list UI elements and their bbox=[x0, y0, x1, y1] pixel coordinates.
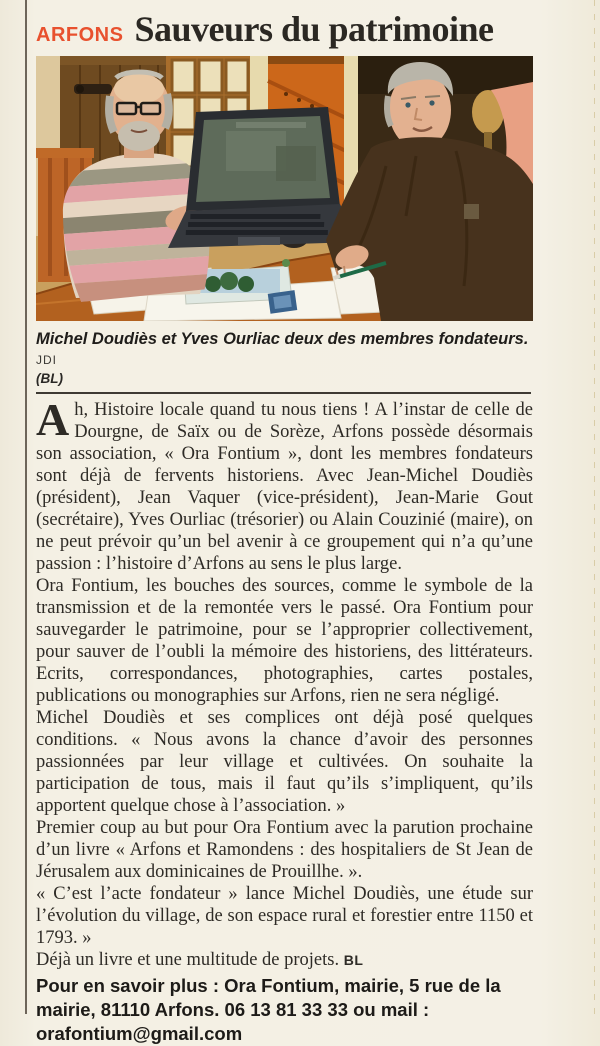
column-separator-rule bbox=[25, 0, 27, 1014]
section-kicker: ARFONS bbox=[36, 24, 124, 46]
closing-line-text: Déjà un livre et une multitude de projets. bbox=[36, 950, 340, 970]
photo-caption bbox=[36, 329, 533, 387]
photo-credit: JDI bbox=[36, 353, 57, 367]
photo-illustration bbox=[36, 56, 533, 321]
article-photo bbox=[36, 56, 533, 321]
article-body bbox=[36, 394, 533, 971]
paragraph: Ora Fontium, les bouches des sources, comme le symbole de la transmission et de la remontée vers le passé. Ora Fontium pour sauvegarder le patrimoine, pour se l’approprier collectivement, pour sauver de l’oubli la mémoire des historiens, des littérateurs. Ecrits, correspondances, photographies, cartes postales, publications ou monographies sur Arfons, rien ne sera négligé. bbox=[36, 576, 533, 706]
article-column bbox=[36, 6, 533, 1046]
paragraph: Premier coup au but pour Ora Fontium avec la parution prochaine d’un livre « Arfons et Ramondens : des hospitaliers de St Jean de Jérusalem aux dominicaines de Prouillhe. ». bbox=[36, 818, 533, 882]
author-initials: BL bbox=[343, 952, 364, 968]
closing-line bbox=[36, 949, 533, 971]
contact-info: Pour en savoir plus : Ora Fontium, mairie, 5 rue de la mairie, 81110 Arfons. 06 13 81 33 33 ou mail : orafontium@gmail.com bbox=[36, 975, 501, 1044]
scan-edge-artifact bbox=[594, 0, 595, 1014]
article-header bbox=[36, 8, 533, 50]
article-headline: Sauveurs du patrimoine bbox=[134, 9, 494, 49]
paragraph-lead-text: h, Histoire locale quand tu nous tiens ! A l’instar de celle de Dourgne, de Saïx ou de Sorèze, Arfons possède désormais son association, « Ora Fontium », dont les membres fondateurs sont déjà de fervents historiens. Avec Jean-Michel Doudiès (président), Jean Vaquer (vice-président), Jean-Marie Gout (secrétaire), Yves Ourliac (trésorier) ou Alain Couzinié (maire), on ne peut prévoir qu’un bel avenir à ce groupement qui n’a qu’une passion : l’histoire d’Arfons au sens le plus large. bbox=[36, 400, 533, 574]
paragraph-lead bbox=[36, 394, 533, 575]
photo-agency: (BL) bbox=[36, 371, 63, 386]
paragraph: « C’est l’acte fondateur » lance Michel Doudiès, une étude sur l’évolution du village, de son espace rural et forestier entre 1150 et 1793. » bbox=[36, 884, 533, 948]
caption-divider-rule bbox=[36, 392, 531, 394]
photo-caption-text: Michel Doudiès et Yves Ourliac deux des membres fondateurs. bbox=[36, 330, 529, 348]
photo-laptop bbox=[168, 107, 358, 248]
drop-cap: A bbox=[36, 394, 70, 445]
paragraph: Michel Doudiès et ses complices ont déjà posé quelques conditions. « Nous avons la chance d’avoir des personnes passionnées par leur village et cultivées. On souhaite la participation de tous, mais il faut qu’ils s’impliquent, qu’ils apportent quelque chose à l’association. » bbox=[36, 708, 533, 816]
